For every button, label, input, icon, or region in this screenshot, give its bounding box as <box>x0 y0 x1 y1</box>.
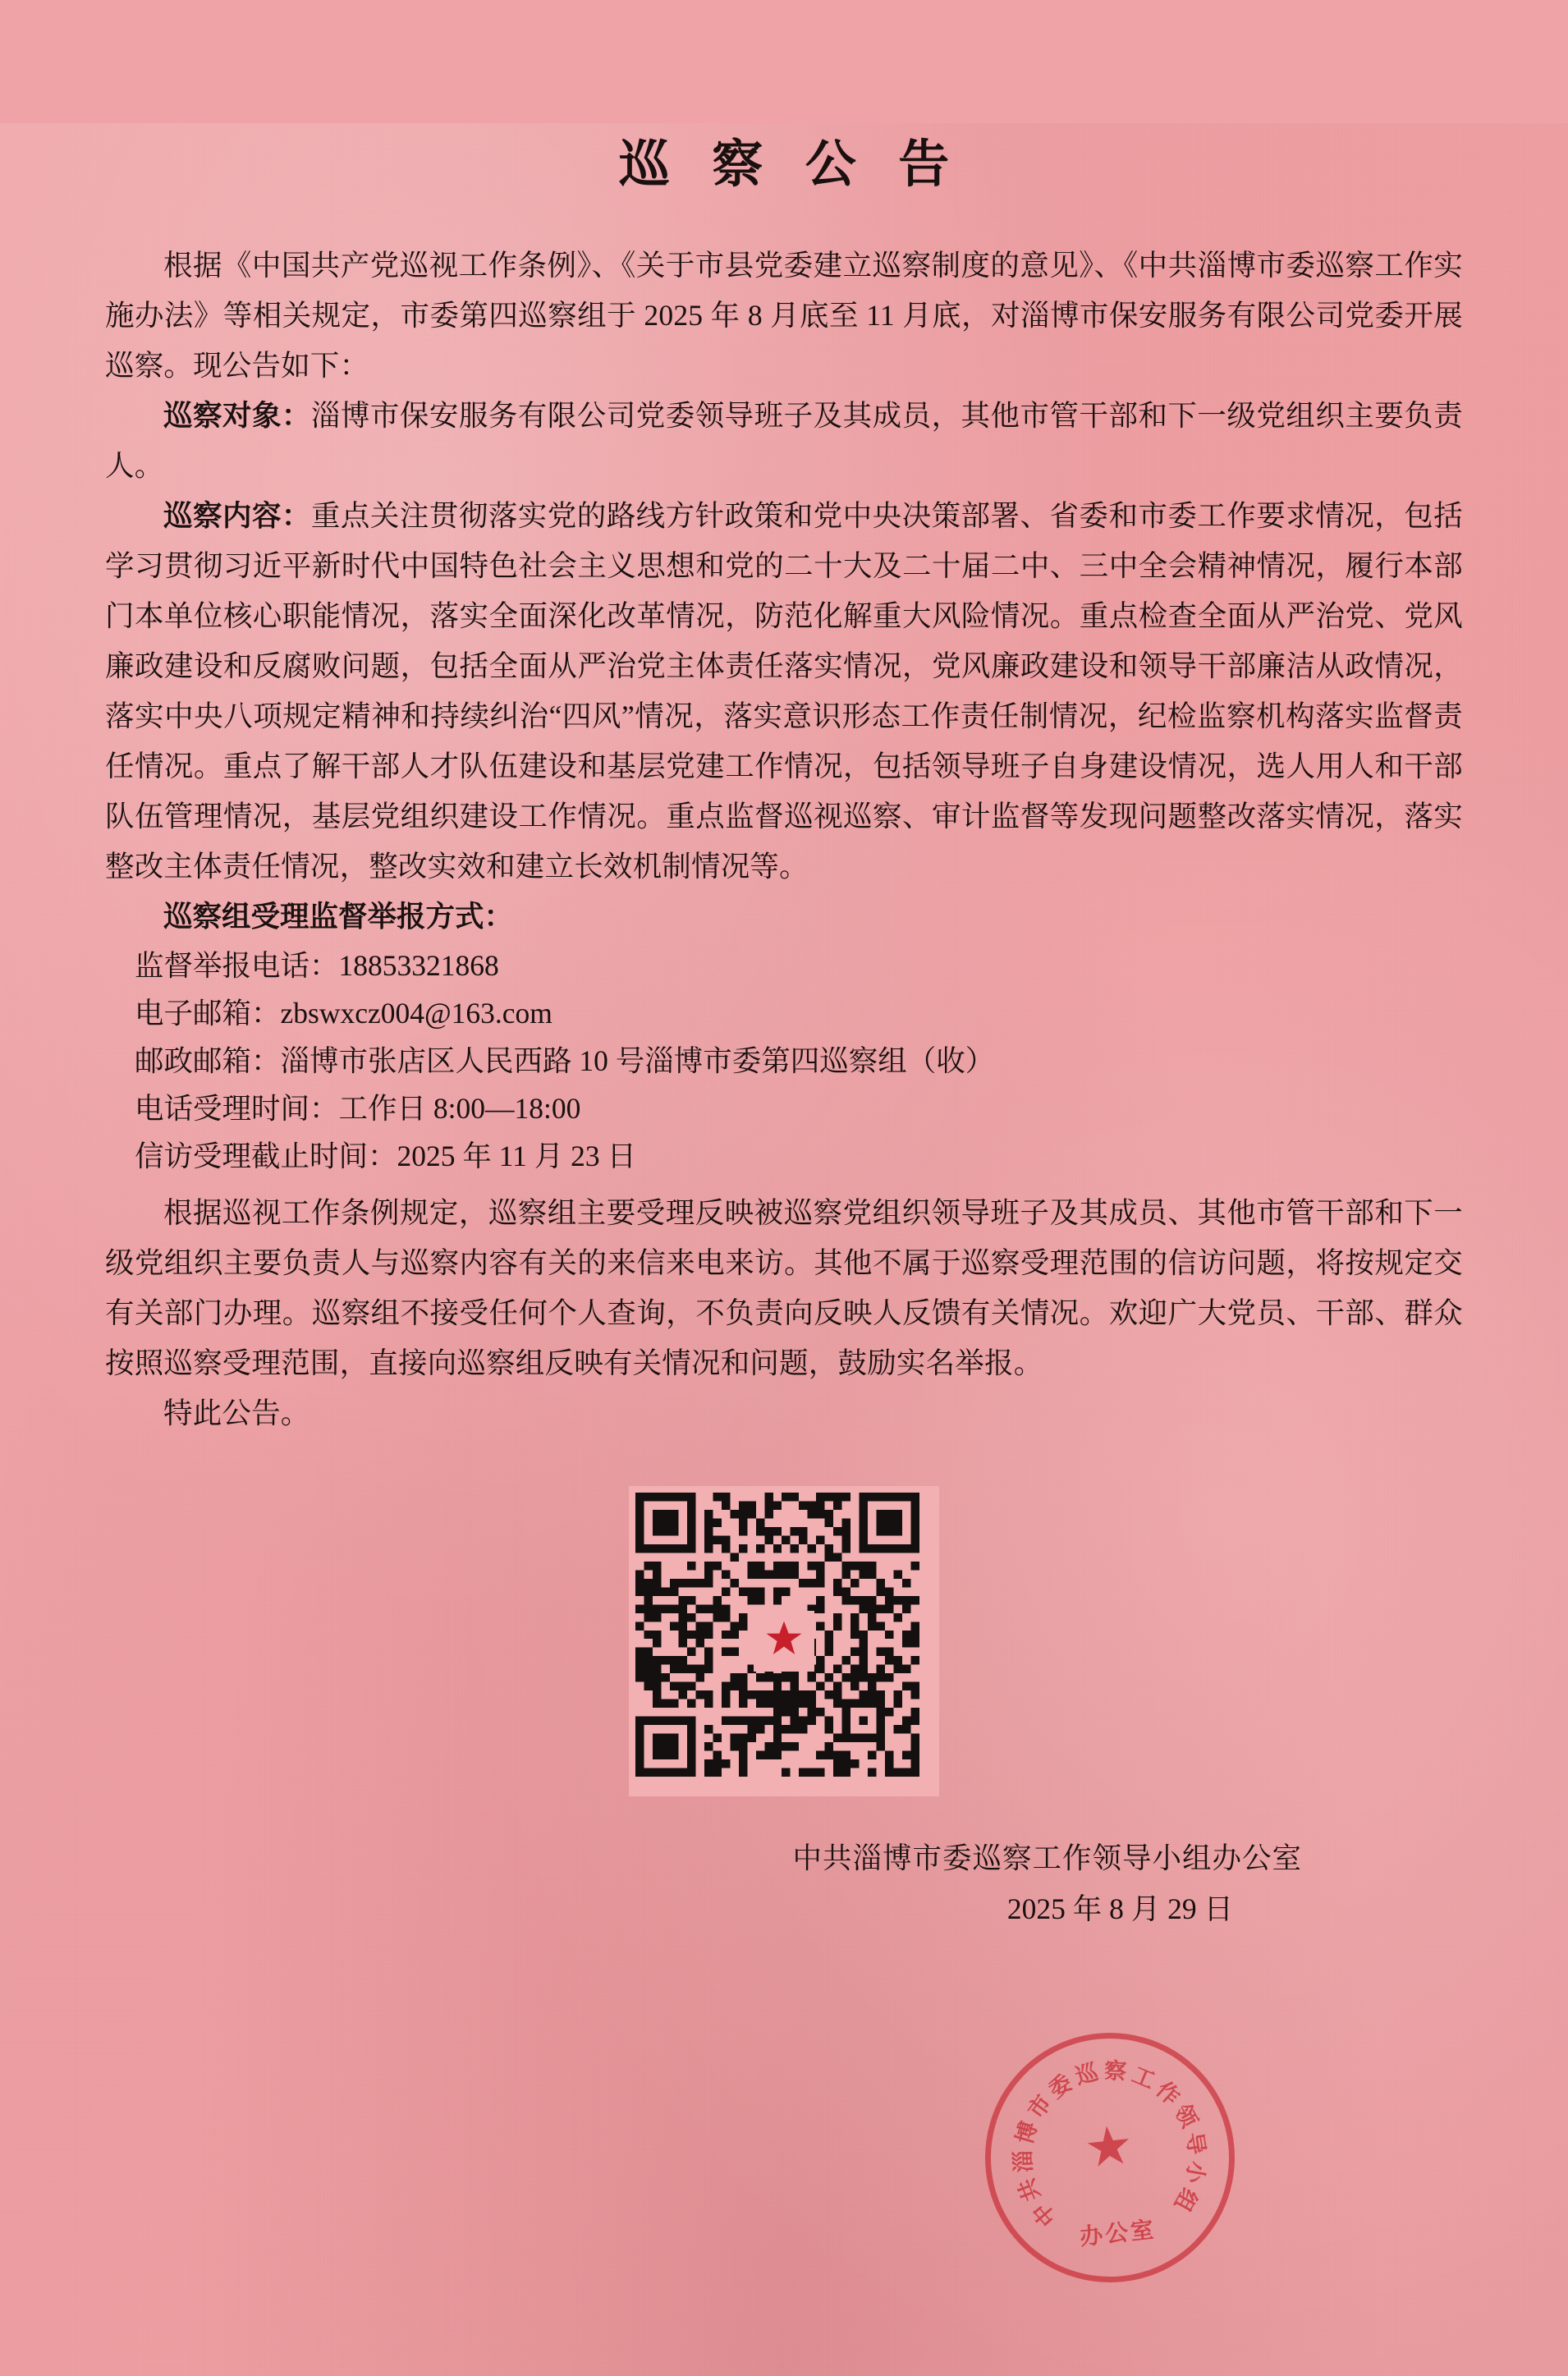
contact-deadline: 信访受理截止时间：2025 年 11 月 23 日 <box>135 1140 637 1172</box>
contact-hours: 电话受理时间：工作日 8:00—18:00 <box>135 1092 581 1125</box>
closing-paragraph: 根据巡视工作条例规定，巡察组主要受理反映被巡察党组织领导班子及其成员、其他市管干部和下一级党组织主要负责人与巡察内容有关的来信来电来访。其他不属于巡察受理范围的信访问题，将按规定交有关部门办理。巡察组不接受任何个人查询，不负责向反映人反馈有关情况。欢迎广大党员、干部、群众按照巡察受理范围，直接向巡察组反映有关情况和问题，鼓励实名举报。 <box>105 1196 1463 1379</box>
qr-code-area <box>105 1486 1463 1796</box>
contact-email: 电子邮箱：zbswxcz004@163.com <box>135 997 552 1030</box>
signature-block <box>105 1832 1463 1934</box>
section-content-lead: 巡察内容： <box>163 499 311 532</box>
section-target-text: 淄博市保安服务有限公司党委领导班子及其成员，其他市管干部和下一级党组织主要负责人。 <box>105 399 1463 482</box>
contact-mail-address: 邮政邮箱：淄博市张店区人民西路 10 号淄博市委第四巡察组（收） <box>135 1044 995 1077</box>
party-emblem-icon <box>759 1617 809 1666</box>
final-note: 特此公告。 <box>163 1397 310 1429</box>
document-body <box>0 123 1568 1934</box>
seal-ring-text: 中 共 淄 博 市 委 巡 察 工 作 领 导 小 组 <box>1011 2057 1210 2232</box>
page-title: 巡 察 公 告 <box>618 137 965 193</box>
intro-paragraph: 根据《中国共产党巡视工作条例》、《关于市县党委建立巡察制度的意见》、《中共淄博市委巡察工作实施办法》等相关规定，市委第四巡察组于 2025 年 8 月底至 11 月底，对淄博市保安服务有限公司党委开展巡察。现公告如下： <box>105 249 1463 382</box>
section-target <box>105 391 1463 491</box>
signature-date: 2025 年 8 月 29 日 <box>1006 1892 1233 1925</box>
contact-phone: 监督举报电话：18853321868 <box>135 949 499 982</box>
qr-center-badge <box>754 1611 814 1672</box>
contact-heading: 巡察组受理监督举报方式： <box>163 900 514 933</box>
section-content-text: 重点关注贯彻落实党的路线方针政策和党中央决策部署、省委和市委工作要求情况，包括学习贯彻习近平新时代中国特色社会主义思想和党的二十大及二十届二中、三中全会精神情况，履行本部门本单位核心职能情况，落实全面深化改革情况，防范化解重大风险情况。重点检查全面从严治党、党风廉政建设和反腐败问题，包括全面从严治党主体责任落实情况，党风廉政建设和领导干部廉洁从政情况，落实中央八项规定精神和持续纠治“四风”情况，落实意识形态工作责任制情况，纪检监察机构落实监督责任情况。重点了解干部人才队伍建设和基层党建工作情况，包括领导班子自身建设情况，选人用人和干部队伍管理情况，基层党组织建设工作情况。重点监督巡视巡察、审计监督等发现问题整改落实情况，落实整改主体责任情况，整改实效和建立长效机制情况等。 <box>105 499 1463 883</box>
section-content <box>105 491 1463 892</box>
section-target-lead: 巡察对象： <box>163 399 311 432</box>
seal-bottom-text: 办公室 <box>1078 2217 1158 2251</box>
seal-star-icon: ★ <box>1081 2115 1136 2181</box>
qr-code[interactable] <box>629 1486 939 1796</box>
signature-issuer: 中共淄博市委巡察工作领导小组办公室 <box>792 1842 1302 1874</box>
